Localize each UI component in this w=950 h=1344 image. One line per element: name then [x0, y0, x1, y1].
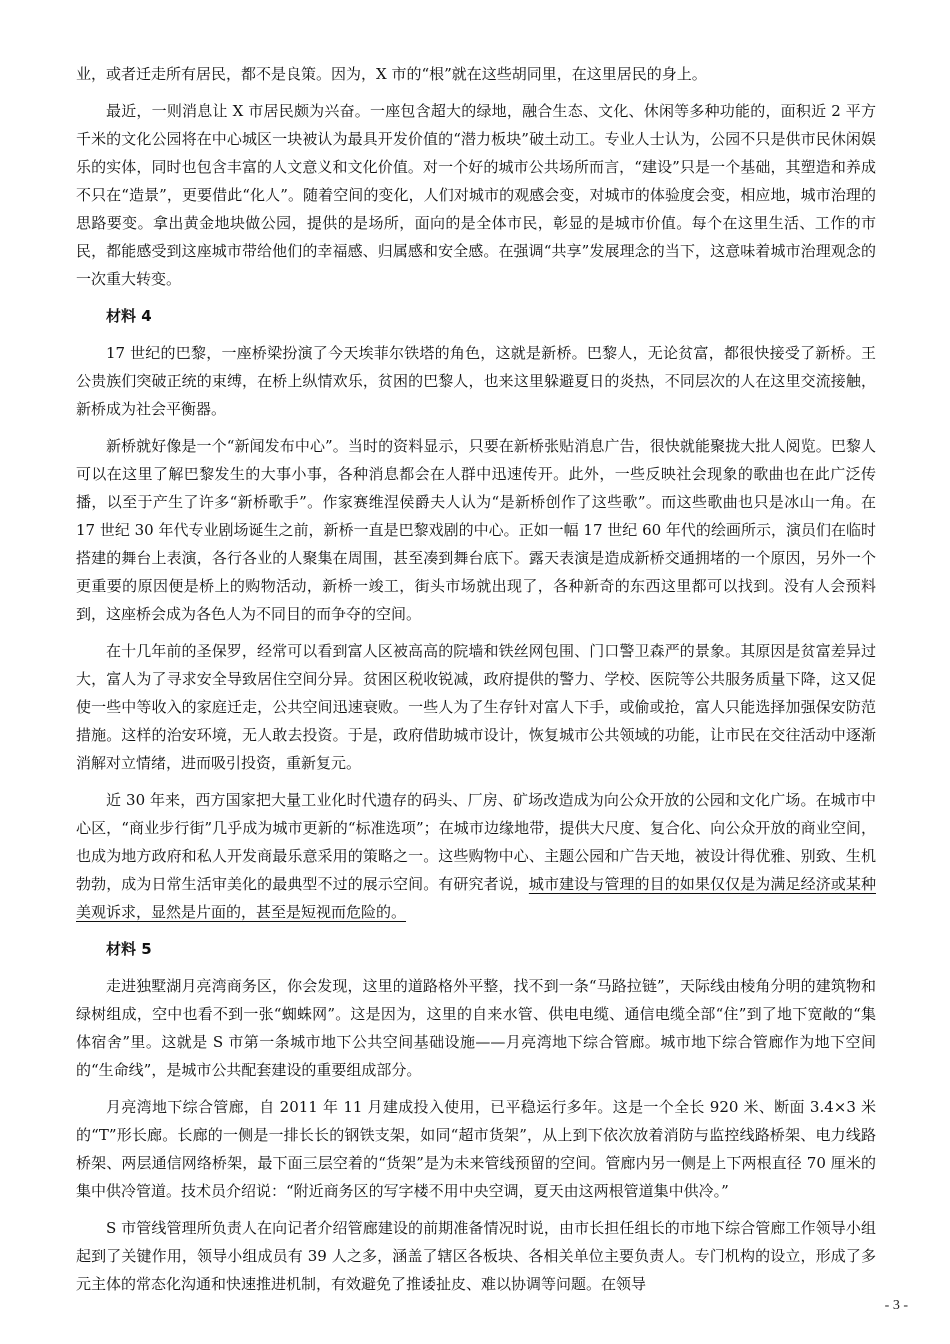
- paragraph-utility-tunnel: 月亮湾地下综合管廊，自 2011 年 11 月建成投入使用，已平稳运行多年。这是一个全长 920 米、断面 3.4×3 米的“T”形长廊。长廊的一侧是一排长长的钢铁支架，如同“超市货架”，从上到下依次放着消防与监控线路桥架、电力线路桥架、两层通信网络桥架，最下面三层空着的“货架”是为未来管线预留的空间。管廊内另一侧是上下两根直径 70 厘米的集中供冷管道。技术员介绍说：“附近商务区的写字楼不用中央空调，夏天由这两根管道集中供冷。”: [76, 1098, 876, 1200]
- material-5-heading: 材料 5: [106, 940, 152, 958]
- paragraph-text: 近 30 年来，西方国家把大量工业化时代遗存的码头、厂房、矿场改造成为向公众开放的公园和文化广场。在城市中心区，“商业步行街”几乎成为城市更新的“标准选项”；在城市边缘地带，提供大尺度、复合化、向公众开放的商业空间，也成为地方政府和私人开发商最乐意采用的策略之一。这些购物中心、主题公园和广告天地，被设计得优雅、别致、生机勃勃，成为日常生活审美化的最典型不过的展示空间。有研究者说，: [76, 791, 876, 893]
- paragraph-sao-paulo: 在十几年前的圣保罗，经常可以看到富人区被高高的院墙和铁丝网包围、门口警卫森严的景象。其原因是贫富差异过大，富人为了寻求安全导致居住空间分异。贫困区税收锐减，政府提供的警力、学校、医院等公共服务质量下降，这又促使一些中等收入的家庭迁走，公共空间迅速衰败。一些人为了生存针对富人下手，或偷或抢，富人只能选择加强保安防范措施。这样的治安环境，无人敢去投资。于是，政府借助城市设计，恢复城市公共领域的功能，让市民在交往活动中逐渐消解对立情绪，进而吸引投资，重新复元。: [76, 642, 876, 772]
- underlined-sentence: 城市建设与管理的目的如果仅仅是为满足经济或某种美观诉求，显然是片面的，甚至是短视而危险的。: [76, 875, 876, 921]
- document-page: [76, 60, 876, 1307]
- paragraph-leadership-group: S 市管线管理所负责人在向记者介绍管廊建设的前期准备情况时说，由市长担任组长的市地下综合管廊工作领导小组起到了关键作用，领导小组成员有 39 人之多，涵盖了辖区各板块、各相关单位主要负责人。专门机构的设立，形成了多元主体的常态化沟通和快速推进机制，有效避免了推诿扯皮、难以协调等问题。在领导: [76, 1219, 876, 1293]
- paragraph-moon-bay: 走进独墅湖月亮湾商务区，你会发现，这里的道路格外平整，找不到一条“马路拉链”，天际线由棱角分明的建筑物和绿树组成，空中也看不到一张“蜘蛛网”。这是因为，这里的自来水管、供电电缆、通信电缆全部“住”到了地下宽敞的“集体宿舍”里。这就是 S 市第一条城市地下公共空间基础设施——月亮湾地下综合管廊。城市地下综合管廊作为地下空间的“生命线”，是城市公共配套建设的重要组成部分。: [76, 977, 876, 1079]
- paragraph-culture-park: 最近，一则消息让 X 市居民颇为兴奋。一座包含超大的绿地，融合生态、文化、休闲等多种功能的，面积近 2 平方千米的文化公园将在中心城区一块被认为最具开发价值的“潜力板块”破土动工。专业人士认为，公园不只是供市民休闲娱乐的实体，同时也包含丰富的人文意义和文化价值。对一个好的城市公共场所而言，“建设”只是一个基础，其塑造和养成不只在“造景”，更要借此“化人”。随着空间的变化，人们对城市的观感会变，对城市的体验度会变，相应地，城市治理的思路要变。拿出黄金地块做公园，提供的是场所，面向的是全体市民，彰显的是城市价值。每个在这里生活、工作的市民，都能感受到这座城市带给他们的幸福感、归属感和安全感。在强调“共享”发展理念的当下，这意味着城市治理观念的一次重大转变。: [76, 102, 876, 288]
- paragraph-western-renewal: [76, 786, 876, 926]
- paragraph-news-center: 新桥就好像是一个“新闻发布中心”。当时的资料显示，只要在新桥张贴消息广告，很快就能聚拢大批人阅览。巴黎人可以在这里了解巴黎发生的大事小事，各种消息都会在人群中迅速传开。此外，一些反映社会现象的歌曲也在此广泛传播，以至于产生了许多“新桥歌手”。作家赛维涅侯爵夫人认为“是新桥创作了这些歌”。而这些歌曲也只是冰山一角。在 17 世纪 30 年代专业剧场诞生之前，新桥一直是巴黎戏剧的中心。正如一幅 17 世纪 60 年代的绘画所示，演员们在临时搭建的舞台上表演，各行各业的人聚集在周围，甚至凑到舞台底下。露天表演是造成新桥交通拥堵的一个原因，另外一个更重要的原因便是桥上的购物活动，新桥一竣工，街头市场就出现了，各种新奇的东西这里都可以找到。没有人会预料到，这座桥会成为各色人为不同目的而争夺的空间。: [76, 437, 876, 623]
- page-number: - 3 -: [884, 1298, 908, 1313]
- paragraph-paris-new-bridge: 17 世纪的巴黎，一座桥梁扮演了今天埃菲尔铁塔的角色，这就是新桥。巴黎人，无论贫富，都很快接受了新桥。王公贵族们突破正统的束缚，在桥上纵情欢乐，贫困的巴黎人，也来这里躲避夏日的炎热，不同层次的人在这里交流接触，新桥成为社会平衡器。: [76, 344, 876, 418]
- paragraph-continued: 业，或者迁走所有居民，都不是良策。因为，X 市的“根”就在这些胡同里，在这里居民的身上。: [76, 65, 707, 83]
- material-4-heading: 材料 4: [106, 307, 152, 325]
